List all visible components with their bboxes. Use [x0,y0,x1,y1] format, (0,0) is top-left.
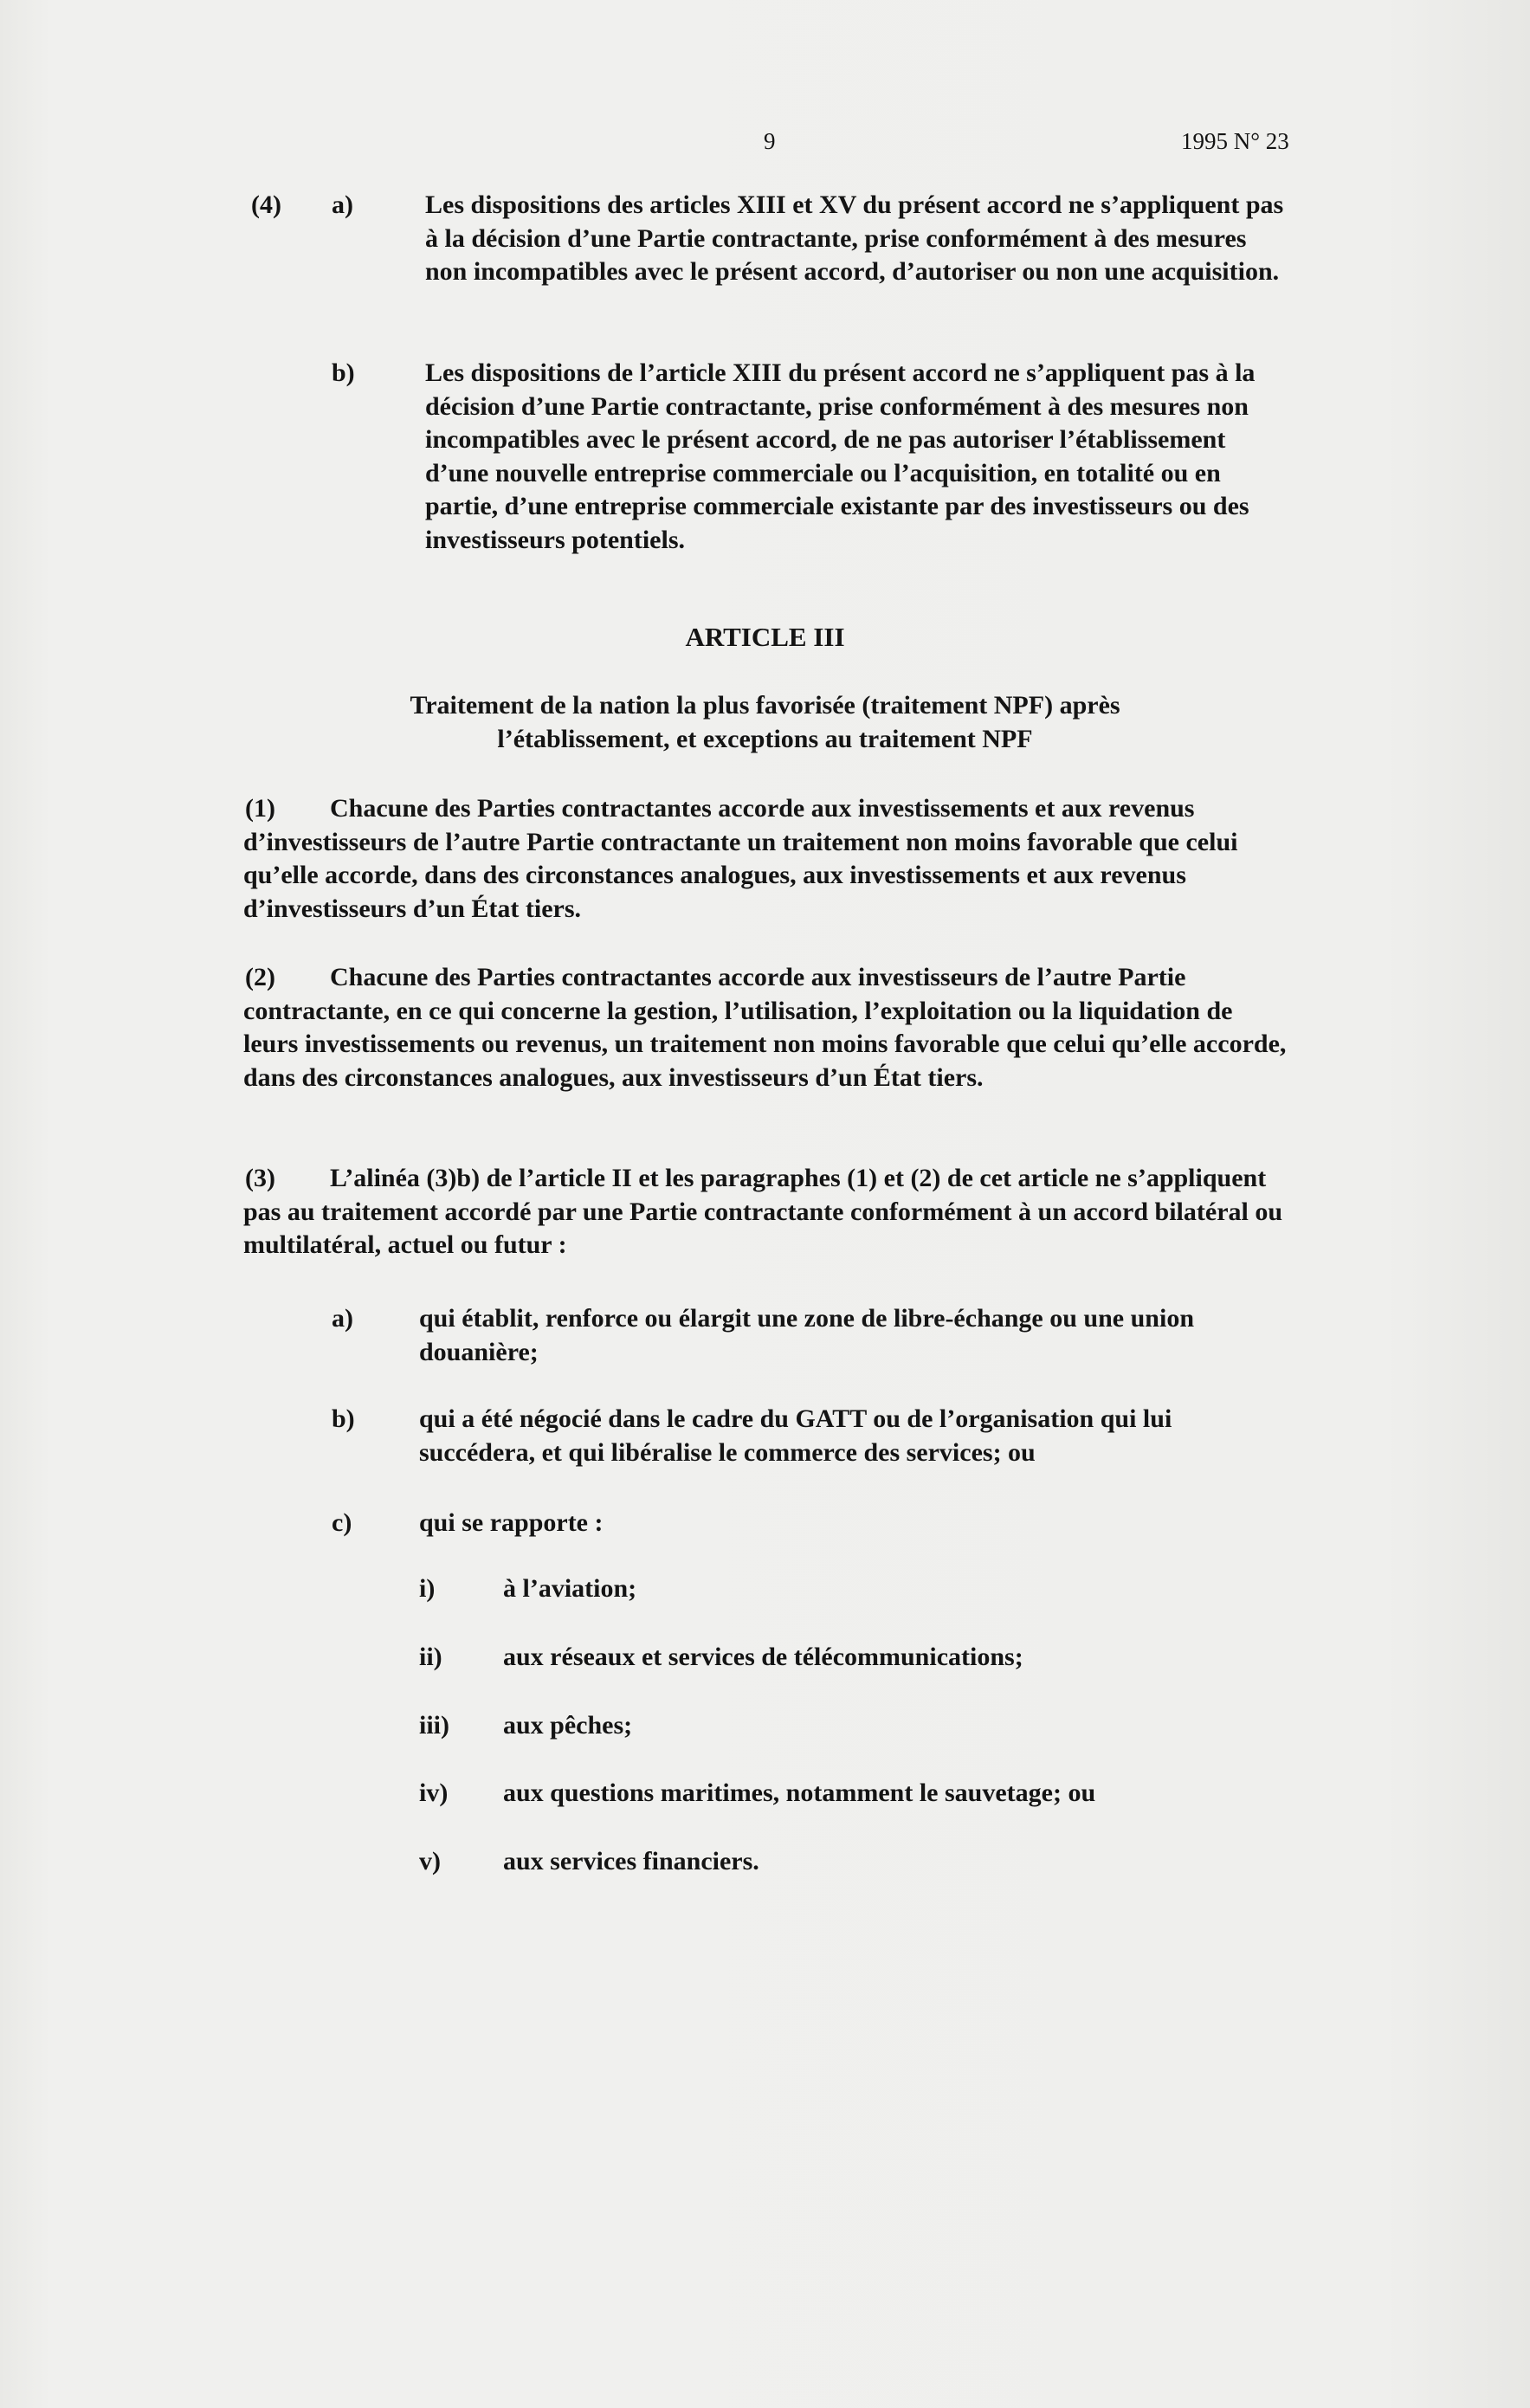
item-label: a) [332,1304,353,1333]
page-number: 9 [764,128,776,154]
document-reference: 1995 N° 23 [1181,128,1289,154]
subitem-label: iv) [419,1779,449,1807]
article-subtitle-line-1: Traitement de la nation la plus favorisée (traitement NPF) après [410,691,1120,720]
subitem-text: aux services financiers. [503,1847,759,1875]
item-label: b) [332,358,355,387]
paragraph-4a-text: Les dispositions des articles XIII et XV du présent accord ne s’appliquent pas à la décision d’une Partie contractante, prise conformément à des mesures non incompatibles avec le présent accord, d’autoriser ou non une acquisition. [425,190,1284,286]
subitem-text: à l’aviation; [503,1574,637,1603]
subitem-label: ii) [419,1643,442,1671]
item-c-text: qui se rapporte : [419,1508,604,1537]
subitem-text: aux réseaux et services de télécommunications; [503,1643,1023,1671]
subitem-label: iii) [419,1711,449,1740]
item-a-text: qui établit, renforce ou élargit une zone de libre-échange ou une union douanière; [419,1304,1195,1366]
paragraph-3-text: L’alinéa (3)b) de l’article II et les paragraphes (1) et (2) de cet article ne s’appliquent pas au traitement accordé par une Partie contractante conformément à un accord bilatéral ou multilatéral, actuel ou futur : [243,1164,1283,1259]
paragraph-number: (2) [245,963,275,991]
item-b-text: qui a été négocié dans le cadre du GATT ou de l’organisation qui lui succédera, et qui libéralise le commerce des services; ou [419,1404,1172,1467]
paragraph-number: (4) [251,190,281,219]
subitem-label: i) [419,1574,436,1603]
item-label: a) [332,190,353,219]
subitem-label: v) [419,1847,441,1875]
paragraph-2-text: Chacune des Parties contractantes accorde aux investisseurs de l’autre Partie contractante, en ce qui concerne la gestion, l’utilisation, l’exploitation ou la liquidation de leurs investissements ou revenus, un traitement non moins favorable que celui qu’elle accorde, dans des circonstances analogues, aux investisseurs d’un État tiers. [243,963,1287,1092]
item-label: b) [332,1404,355,1433]
paragraph-1-text: Chacune des Parties contractantes accorde aux investissements et aux revenus d’investisseurs de l’autre Partie contractante un traitement non moins favorable que celui qu’elle accorde, dans des circonstances analogues, aux investissements et aux revenus d’investisseurs d’un État tiers. [243,794,1238,923]
article-subtitle-line-2: l’établissement, et exceptions au traitement NPF [497,725,1033,753]
item-label: c) [332,1508,352,1537]
paragraph-number: (3) [245,1164,275,1192]
article-title: ARTICLE III [685,622,845,652]
subitem-text: aux questions maritimes, notamment le sauvetage; ou [503,1779,1096,1807]
subitem-text: aux pêches; [503,1711,633,1740]
paragraph-4b-text: Les dispositions de l’article XIII du présent accord ne s’appliquent pas à la décision d’une Partie contractante, prise conformément à des mesures non incompatibles avec le présent accord, de ne pas autoriser l’établissement d’une nouvelle entreprise commerciale ou l’acquisition, en totalité ou en partie, d’une entreprise commerciale existante par des investisseurs ou des investisseurs potentiels. [425,358,1256,554]
paragraph-number: (1) [245,794,275,823]
